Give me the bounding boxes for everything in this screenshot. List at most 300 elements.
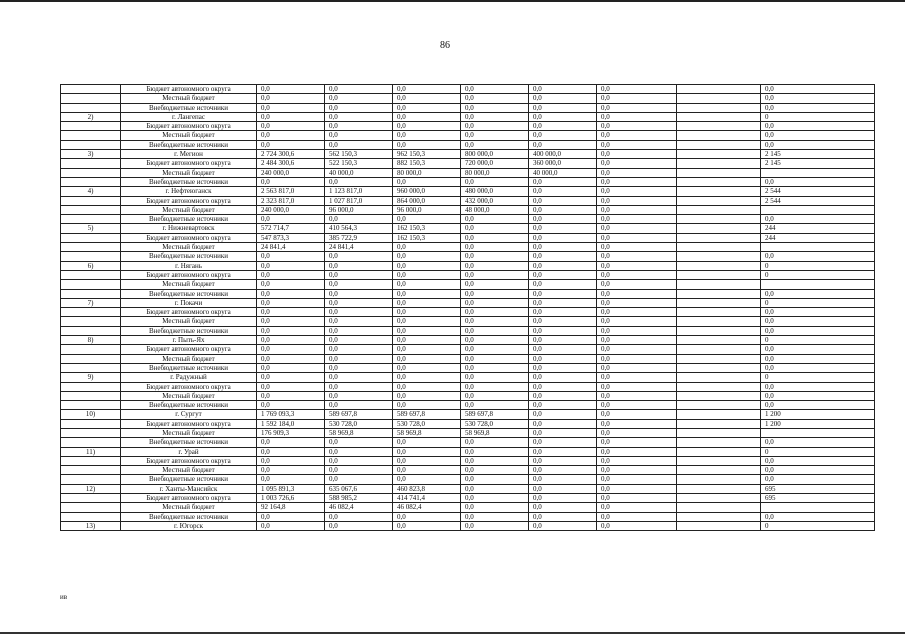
value-cell — [677, 270, 761, 279]
value-cell: 0,0 — [461, 215, 529, 224]
value-cell: 589 697,8 — [325, 410, 393, 419]
row-number-cell — [61, 177, 121, 186]
row-number-cell — [61, 503, 121, 512]
value-cell: 385 722,9 — [325, 233, 393, 242]
value-cell: 0,0 — [393, 261, 461, 270]
row-label-cell: г. Радужный — [121, 373, 257, 382]
value-cell: 0,0 — [461, 382, 529, 391]
value-cell: 0,0 — [325, 326, 393, 335]
value-cell — [677, 354, 761, 363]
value-cell — [677, 243, 761, 252]
value-cell: 530 728,0 — [461, 419, 529, 428]
value-cell: 0,0 — [597, 373, 677, 382]
value-cell — [677, 289, 761, 298]
value-cell: 0,0 — [597, 298, 677, 307]
row-number-cell — [61, 391, 121, 400]
value-cell: 0,0 — [393, 103, 461, 112]
table-row — [61, 112, 875, 121]
row-number-cell — [61, 401, 121, 410]
value-cell: 0,0 — [393, 177, 461, 186]
row-number-cell: 3) — [61, 150, 121, 159]
value-cell: 0,0 — [257, 326, 325, 335]
value-cell: 0,0 — [325, 438, 393, 447]
value-cell — [761, 428, 875, 437]
row-label-cell: Бюджет автономного округа — [121, 270, 257, 279]
value-cell: 0,0 — [325, 308, 393, 317]
value-cell: 24 841,4 — [325, 243, 393, 252]
value-cell: 0,0 — [761, 103, 875, 112]
table-row — [61, 187, 875, 196]
value-cell: 0,0 — [597, 187, 677, 196]
value-cell — [761, 205, 875, 214]
value-cell: 0,0 — [461, 233, 529, 242]
value-cell: 0,0 — [597, 224, 677, 233]
value-cell — [677, 391, 761, 400]
value-cell: 480 000,0 — [461, 187, 529, 196]
row-label-cell: Местный бюджет — [121, 317, 257, 326]
value-cell: 695 — [761, 494, 875, 503]
table-row — [61, 270, 875, 279]
value-cell: 0,0 — [325, 215, 393, 224]
value-cell: 0,0 — [597, 103, 677, 112]
value-cell: 0,0 — [393, 354, 461, 363]
value-cell: 2 484 300,6 — [257, 159, 325, 168]
value-cell: 1 123 817,0 — [325, 187, 393, 196]
row-label-cell: Бюджет автономного округа — [121, 122, 257, 131]
value-cell — [677, 122, 761, 131]
value-cell: 1 769 093,3 — [257, 410, 325, 419]
value-cell: 0,0 — [461, 243, 529, 252]
value-cell — [677, 484, 761, 493]
value-cell: 0,0 — [597, 252, 677, 261]
value-cell: 0,0 — [257, 391, 325, 400]
value-cell: 0,0 — [257, 363, 325, 372]
row-number-cell — [61, 494, 121, 503]
row-number-cell: 2) — [61, 112, 121, 121]
budget-table-body — [61, 85, 875, 531]
value-cell: 0,0 — [461, 503, 529, 512]
table-row — [61, 280, 875, 289]
table-row — [61, 224, 875, 233]
value-cell — [677, 233, 761, 242]
value-cell: 0,0 — [393, 298, 461, 307]
value-cell: 92 164,8 — [257, 503, 325, 512]
value-cell: 0,0 — [257, 85, 325, 94]
value-cell: 0,0 — [325, 466, 393, 475]
row-label-cell: г. Мегион — [121, 150, 257, 159]
value-cell: 0,0 — [257, 289, 325, 298]
value-cell: 0,0 — [597, 243, 677, 252]
value-cell: 0,0 — [393, 512, 461, 521]
value-cell: 0,0 — [325, 401, 393, 410]
value-cell: 58 969,8 — [461, 428, 529, 437]
value-cell: 1 095 891,3 — [257, 484, 325, 493]
value-cell: 0,0 — [597, 521, 677, 530]
value-cell: 0,0 — [529, 298, 597, 307]
value-cell: 0,0 — [393, 382, 461, 391]
value-cell: 240 000,0 — [257, 205, 325, 214]
value-cell: 0,0 — [597, 428, 677, 437]
value-cell: 0,0 — [325, 122, 393, 131]
value-cell — [677, 280, 761, 289]
value-cell: 0,0 — [325, 94, 393, 103]
value-cell: 0,0 — [761, 289, 875, 298]
value-cell: 0,0 — [529, 373, 597, 382]
value-cell: 0,0 — [325, 512, 393, 521]
value-cell: 589 697,8 — [393, 410, 461, 419]
value-cell: 0,0 — [597, 159, 677, 168]
value-cell: 864 000,0 — [393, 196, 461, 205]
table-row — [61, 494, 875, 503]
row-label-cell: Местный бюджет — [121, 354, 257, 363]
row-label-cell: Местный бюджет — [121, 466, 257, 475]
value-cell: 0,0 — [529, 391, 597, 400]
value-cell: 0,0 — [325, 382, 393, 391]
row-label-cell: Местный бюджет — [121, 503, 257, 512]
value-cell: 0,0 — [393, 401, 461, 410]
value-cell: 80 000,0 — [461, 168, 529, 177]
value-cell: 0,0 — [461, 345, 529, 354]
value-cell: 2 544 — [761, 187, 875, 196]
value-cell: 0,0 — [393, 391, 461, 400]
row-number-cell — [61, 438, 121, 447]
value-cell: 0,0 — [597, 196, 677, 205]
value-cell: 0,0 — [529, 252, 597, 261]
value-cell: 0,0 — [257, 521, 325, 530]
row-label-cell: Внебюджетные источники — [121, 401, 257, 410]
value-cell: 0,0 — [597, 280, 677, 289]
value-cell: 0,0 — [597, 494, 677, 503]
row-number-cell — [61, 94, 121, 103]
row-label-cell: Внебюджетные источники — [121, 289, 257, 298]
table-row — [61, 354, 875, 363]
table-row — [61, 122, 875, 131]
value-cell: 0,0 — [257, 475, 325, 484]
value-cell: 0,0 — [529, 140, 597, 149]
value-cell: 0,0 — [393, 456, 461, 465]
value-cell — [677, 419, 761, 428]
value-cell — [677, 382, 761, 391]
value-cell: 0,0 — [393, 85, 461, 94]
value-cell: 0,0 — [461, 122, 529, 131]
value-cell: 0,0 — [461, 391, 529, 400]
row-label-cell: Внебюджетные источники — [121, 512, 257, 521]
value-cell — [677, 326, 761, 335]
table-row — [61, 150, 875, 159]
value-cell: 2 323 817,0 — [257, 196, 325, 205]
value-cell: 0,0 — [529, 131, 597, 140]
table-row — [61, 438, 875, 447]
value-cell — [677, 373, 761, 382]
value-cell: 1 592 184,0 — [257, 419, 325, 428]
value-cell: 695 — [761, 484, 875, 493]
value-cell: 2 145 — [761, 150, 875, 159]
value-cell: 0,0 — [393, 521, 461, 530]
value-cell: 0,0 — [325, 475, 393, 484]
value-cell: 1 003 726,6 — [257, 494, 325, 503]
value-cell: 0,0 — [761, 401, 875, 410]
row-label-cell: г. Лангепас — [121, 112, 257, 121]
value-cell: 360 000,0 — [529, 159, 597, 168]
value-cell — [677, 401, 761, 410]
value-cell: 24 841,4 — [257, 243, 325, 252]
value-cell: 0 — [761, 373, 875, 382]
value-cell: 0,0 — [393, 131, 461, 140]
row-number-cell — [61, 215, 121, 224]
value-cell: 635 067,6 — [325, 484, 393, 493]
value-cell: 2 563 817,0 — [257, 187, 325, 196]
value-cell: 0,0 — [761, 475, 875, 484]
value-cell: 0,0 — [597, 475, 677, 484]
value-cell: 0,0 — [325, 298, 393, 307]
value-cell: 0,0 — [257, 382, 325, 391]
value-cell — [677, 308, 761, 317]
value-cell — [677, 159, 761, 168]
value-cell: 0,0 — [461, 280, 529, 289]
value-cell: 0,0 — [597, 336, 677, 345]
table-row — [61, 215, 875, 224]
value-cell: 0,0 — [325, 140, 393, 149]
value-cell: 46 082,4 — [393, 503, 461, 512]
value-cell: 0,0 — [461, 326, 529, 335]
row-number-cell — [61, 317, 121, 326]
row-number-cell — [61, 131, 121, 140]
value-cell: 162 150,3 — [393, 233, 461, 242]
table-row — [61, 326, 875, 335]
value-cell — [677, 494, 761, 503]
value-cell: 0,0 — [461, 85, 529, 94]
value-cell: 2 145 — [761, 159, 875, 168]
value-cell: 244 — [761, 224, 875, 233]
value-cell: 0,0 — [461, 447, 529, 456]
value-cell: 0,0 — [393, 280, 461, 289]
budget-table — [60, 84, 875, 531]
value-cell: 0 — [761, 521, 875, 530]
value-cell: 0,0 — [257, 252, 325, 261]
value-cell: 547 873,3 — [257, 233, 325, 242]
value-cell: 0,0 — [393, 326, 461, 335]
value-cell: 0,0 — [461, 140, 529, 149]
row-number-cell — [61, 512, 121, 521]
value-cell: 0,0 — [257, 131, 325, 140]
value-cell: 0,0 — [529, 261, 597, 270]
row-number-cell — [61, 85, 121, 94]
value-cell: 0,0 — [257, 122, 325, 131]
value-cell: 240 000,0 — [257, 168, 325, 177]
value-cell: 0,0 — [761, 456, 875, 465]
value-cell: 0,0 — [461, 308, 529, 317]
value-cell: 0,0 — [461, 261, 529, 270]
value-cell: 0,0 — [461, 317, 529, 326]
value-cell: 0,0 — [257, 456, 325, 465]
value-cell — [677, 140, 761, 149]
value-cell: 0,0 — [393, 345, 461, 354]
value-cell — [677, 438, 761, 447]
row-number-cell — [61, 233, 121, 242]
row-number-cell — [61, 456, 121, 465]
scan-bottom-edge — [0, 632, 905, 634]
value-cell: 0,0 — [257, 336, 325, 345]
value-cell: 0,0 — [529, 503, 597, 512]
value-cell: 0,0 — [597, 512, 677, 521]
table-row — [61, 382, 875, 391]
table-row — [61, 484, 875, 493]
value-cell: 0,0 — [529, 317, 597, 326]
value-cell: 0 — [761, 112, 875, 121]
value-cell: 0,0 — [461, 270, 529, 279]
row-number-cell — [61, 122, 121, 131]
row-number-cell: 4) — [61, 187, 121, 196]
value-cell: 96 000,0 — [325, 205, 393, 214]
value-cell: 0,0 — [761, 326, 875, 335]
value-cell: 0,0 — [393, 447, 461, 456]
row-label-cell: г. Урай — [121, 447, 257, 456]
footer-mark: ив — [60, 593, 68, 601]
value-cell: 0,0 — [761, 122, 875, 131]
value-cell — [677, 456, 761, 465]
value-cell: 0,0 — [597, 363, 677, 372]
value-cell — [677, 224, 761, 233]
value-cell: 0,0 — [393, 438, 461, 447]
table-row — [61, 261, 875, 270]
row-number-cell — [61, 419, 121, 428]
row-label-cell: Внебюджетные источники — [121, 177, 257, 186]
row-label-cell: Бюджет автономного округа — [121, 382, 257, 391]
value-cell: 0,0 — [761, 252, 875, 261]
value-cell: 0,0 — [529, 336, 597, 345]
row-label-cell: Внебюджетные источники — [121, 252, 257, 261]
value-cell: 0,0 — [461, 177, 529, 186]
value-cell — [677, 177, 761, 186]
value-cell — [677, 85, 761, 94]
row-number-cell: 6) — [61, 261, 121, 270]
value-cell: 0,0 — [529, 308, 597, 317]
table-row — [61, 456, 875, 465]
value-cell: 0,0 — [529, 401, 597, 410]
value-cell: 0,0 — [761, 131, 875, 140]
value-cell: 0,0 — [597, 150, 677, 159]
value-cell: 0,0 — [461, 298, 529, 307]
scan-top-edge — [0, 0, 905, 2]
value-cell: 80 000,0 — [393, 168, 461, 177]
value-cell: 0,0 — [529, 475, 597, 484]
value-cell — [677, 261, 761, 270]
table-row — [61, 196, 875, 205]
value-cell: 0,0 — [529, 243, 597, 252]
value-cell: 1 200 — [761, 410, 875, 419]
value-cell: 0,0 — [529, 177, 597, 186]
value-cell: 0,0 — [529, 326, 597, 335]
value-cell: 0,0 — [393, 363, 461, 372]
row-label-cell: Местный бюджет — [121, 94, 257, 103]
value-cell: 0,0 — [597, 205, 677, 214]
value-cell: 0,0 — [597, 391, 677, 400]
table-row — [61, 401, 875, 410]
value-cell: 0,0 — [529, 187, 597, 196]
value-cell: 522 150,3 — [325, 159, 393, 168]
table-row — [61, 503, 875, 512]
row-label-cell: Местный бюджет — [121, 205, 257, 214]
value-cell: 0,0 — [529, 456, 597, 465]
row-number-cell: 13) — [61, 521, 121, 530]
value-cell: 0,0 — [761, 308, 875, 317]
table-row — [61, 205, 875, 214]
value-cell: 0,0 — [529, 447, 597, 456]
value-cell: 0,0 — [461, 373, 529, 382]
value-cell: 0,0 — [461, 363, 529, 372]
value-cell: 0,0 — [529, 521, 597, 530]
value-cell — [761, 168, 875, 177]
table-row — [61, 298, 875, 307]
value-cell: 0,0 — [257, 354, 325, 363]
value-cell: 0,0 — [529, 466, 597, 475]
table-row — [61, 103, 875, 112]
value-cell: 0,0 — [257, 215, 325, 224]
value-cell: 0,0 — [461, 512, 529, 521]
table-row — [61, 419, 875, 428]
value-cell: 0,0 — [597, 447, 677, 456]
table-row — [61, 85, 875, 94]
value-cell — [677, 512, 761, 521]
value-cell: 962 150,3 — [393, 150, 461, 159]
value-cell: 0,0 — [597, 131, 677, 140]
row-label-cell: Бюджет автономного округа — [121, 345, 257, 354]
table-row — [61, 317, 875, 326]
row-label-cell: Бюджет автономного округа — [121, 159, 257, 168]
row-label-cell: Бюджет автономного округа — [121, 233, 257, 242]
row-number-cell — [61, 363, 121, 372]
value-cell: 530 728,0 — [393, 419, 461, 428]
value-cell: 2 724 300,6 — [257, 150, 325, 159]
value-cell: 460 823,8 — [393, 484, 461, 493]
value-cell: 0,0 — [761, 466, 875, 475]
value-cell: 0,0 — [529, 289, 597, 298]
value-cell: 0,0 — [761, 382, 875, 391]
value-cell — [677, 410, 761, 419]
value-cell: 0,0 — [597, 410, 677, 419]
row-number-cell — [61, 280, 121, 289]
value-cell: 414 741,4 — [393, 494, 461, 503]
value-cell: 0,0 — [597, 466, 677, 475]
row-number-cell: 12) — [61, 484, 121, 493]
value-cell: 0,0 — [597, 326, 677, 335]
value-cell: 0,0 — [597, 354, 677, 363]
value-cell — [761, 243, 875, 252]
value-cell: 0,0 — [597, 503, 677, 512]
value-cell: 0 — [761, 336, 875, 345]
value-cell: 0,0 — [393, 94, 461, 103]
value-cell — [677, 252, 761, 261]
value-cell: 0,0 — [325, 289, 393, 298]
value-cell: 0,0 — [461, 336, 529, 345]
value-cell — [677, 94, 761, 103]
value-cell: 0,0 — [597, 308, 677, 317]
value-cell: 0,0 — [461, 466, 529, 475]
value-cell: 0,0 — [597, 456, 677, 465]
value-cell — [677, 187, 761, 196]
table-row — [61, 308, 875, 317]
value-cell: 0,0 — [325, 447, 393, 456]
value-cell: 0,0 — [325, 177, 393, 186]
value-cell: 0,0 — [529, 363, 597, 372]
value-cell: 0,0 — [393, 336, 461, 345]
row-number-cell — [61, 243, 121, 252]
value-cell: 0,0 — [325, 112, 393, 121]
row-number-cell — [61, 168, 121, 177]
value-cell: 0,0 — [529, 224, 597, 233]
row-label-cell: Бюджет автономного округа — [121, 196, 257, 205]
row-number-cell — [61, 428, 121, 437]
